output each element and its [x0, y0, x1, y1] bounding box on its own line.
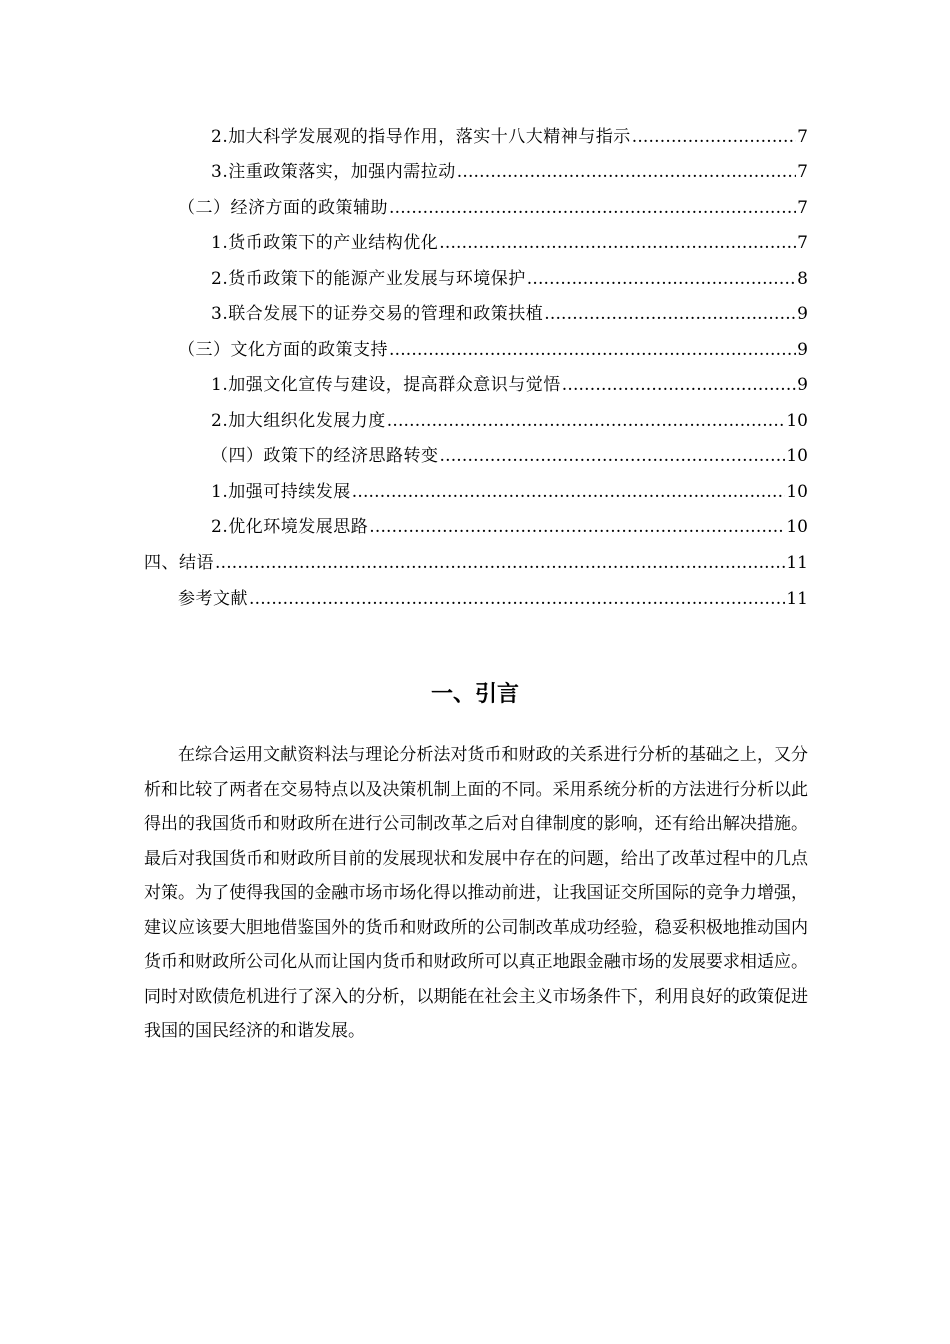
- toc-leader-dots: [389, 195, 796, 221]
- toc-page-number: 9: [797, 340, 808, 360]
- toc-entry-label: 2.加大组织化发展力度: [211, 411, 386, 431]
- toc-entry-label: 2.加大科学发展观的指导作用，落实十八大精神与指示: [211, 127, 631, 147]
- toc-entry-label: （三）文化方面的政策支持: [178, 340, 388, 360]
- toc-leader-dots: [352, 479, 786, 505]
- toc-entry-label: 2.优化环境发展思路: [211, 517, 369, 537]
- toc-entry[interactable]: [178, 586, 808, 612]
- toc-entry-label: 1.货币政策下的产业结构优化: [211, 233, 439, 253]
- introduction-paragraph: 在综合运用文献资料法与理论分析法对货币和财政的关系进行分析的基础之上，又分析和比较了两者在交易特点以及决策机制上面的不同。采用系统分析的方法进行分析以此得出的我国货币和财政所在进行公司制改革之后对自律制度的影响，还有给出解决措施。最后对我国货币和财政所目前的发展现状和发展中存在的问题，给出了改革过程中的几点对策。为了使得我国的金融市场市场化得以推动前进，让我国证交所国际的竞争力增强，建议应该要大胆地借鉴国外的货币和财政所的公司制改革成功经验，稳妥积极地推动国内货币和财政所公司化从而让国内货币和财政所可以真正地跟金融市场的发展要求相适应。同时对欧债危机进行了深入的分析，以期能在社会主义市场条件下，利用良好的政策促进我国的国民经济的和谐发展。: [144, 745, 808, 1041]
- toc-leader-dots: [215, 550, 785, 576]
- toc-leader-dots: [389, 337, 796, 363]
- toc-leader-dots: [440, 443, 786, 469]
- toc-entry-label: 参考文献: [178, 589, 248, 609]
- toc-entry-label: 3.注重政策落实，加强内需拉动: [211, 162, 456, 182]
- toc-page-number: 9: [797, 375, 808, 395]
- toc-entry[interactable]: [178, 195, 808, 221]
- toc-entry[interactable]: [211, 230, 808, 256]
- toc-leader-dots: [632, 124, 796, 150]
- toc-leader-dots: [439, 230, 796, 256]
- toc-page-number: 10: [786, 517, 808, 537]
- toc-leader-dots: [562, 372, 796, 398]
- toc-entry-label: （二）经济方面的政策辅助: [178, 198, 388, 218]
- toc-page-number: 10: [786, 482, 808, 502]
- toc-entry[interactable]: [178, 337, 808, 363]
- toc-entry[interactable]: [211, 479, 808, 505]
- toc-entry-label: 2.货币政策下的能源产业发展与环境保护: [211, 269, 526, 289]
- toc-entry-label: 3.联合发展下的证券交易的管理和政策扶植: [211, 304, 544, 324]
- toc-leader-dots: [369, 514, 785, 540]
- toc-page-number: 9: [797, 304, 808, 324]
- toc-page-number: 10: [786, 446, 808, 466]
- toc-leader-dots: [544, 301, 796, 327]
- toc-entry[interactable]: [211, 124, 808, 150]
- toc-page-number: 7: [797, 233, 808, 253]
- toc-leader-dots: [387, 408, 786, 434]
- toc-page-number: 7: [797, 162, 808, 182]
- toc-leader-dots: [249, 586, 785, 612]
- toc-page-number: 10: [786, 411, 808, 431]
- toc-entry[interactable]: [211, 443, 808, 469]
- toc-entry-label: （四）政策下的经济思路转变: [211, 446, 439, 466]
- toc-entry[interactable]: [211, 372, 808, 398]
- toc-page-number: 8: [797, 269, 808, 289]
- toc-page-number: 7: [797, 127, 808, 147]
- toc-entry[interactable]: [211, 514, 808, 540]
- section-heading: 一、引言: [430, 682, 519, 707]
- toc-leader-dots: [457, 159, 796, 185]
- toc-entry[interactable]: [211, 159, 808, 185]
- toc-page-number: 11: [786, 589, 808, 609]
- toc-page-number: 11: [786, 553, 808, 573]
- toc-entry-label: 四、结语: [144, 553, 214, 573]
- toc-entry[interactable]: [144, 550, 808, 576]
- toc-entry[interactable]: [211, 266, 808, 292]
- toc-entry-label: 1.加强可持续发展: [211, 482, 351, 502]
- toc-page-number: 7: [797, 198, 808, 218]
- toc-entry[interactable]: [211, 408, 808, 434]
- toc-leader-dots: [527, 266, 796, 292]
- toc-entry-label: 1.加强文化宣传与建设，提高群众意识与觉悟: [211, 375, 561, 395]
- toc-entry[interactable]: [211, 301, 808, 327]
